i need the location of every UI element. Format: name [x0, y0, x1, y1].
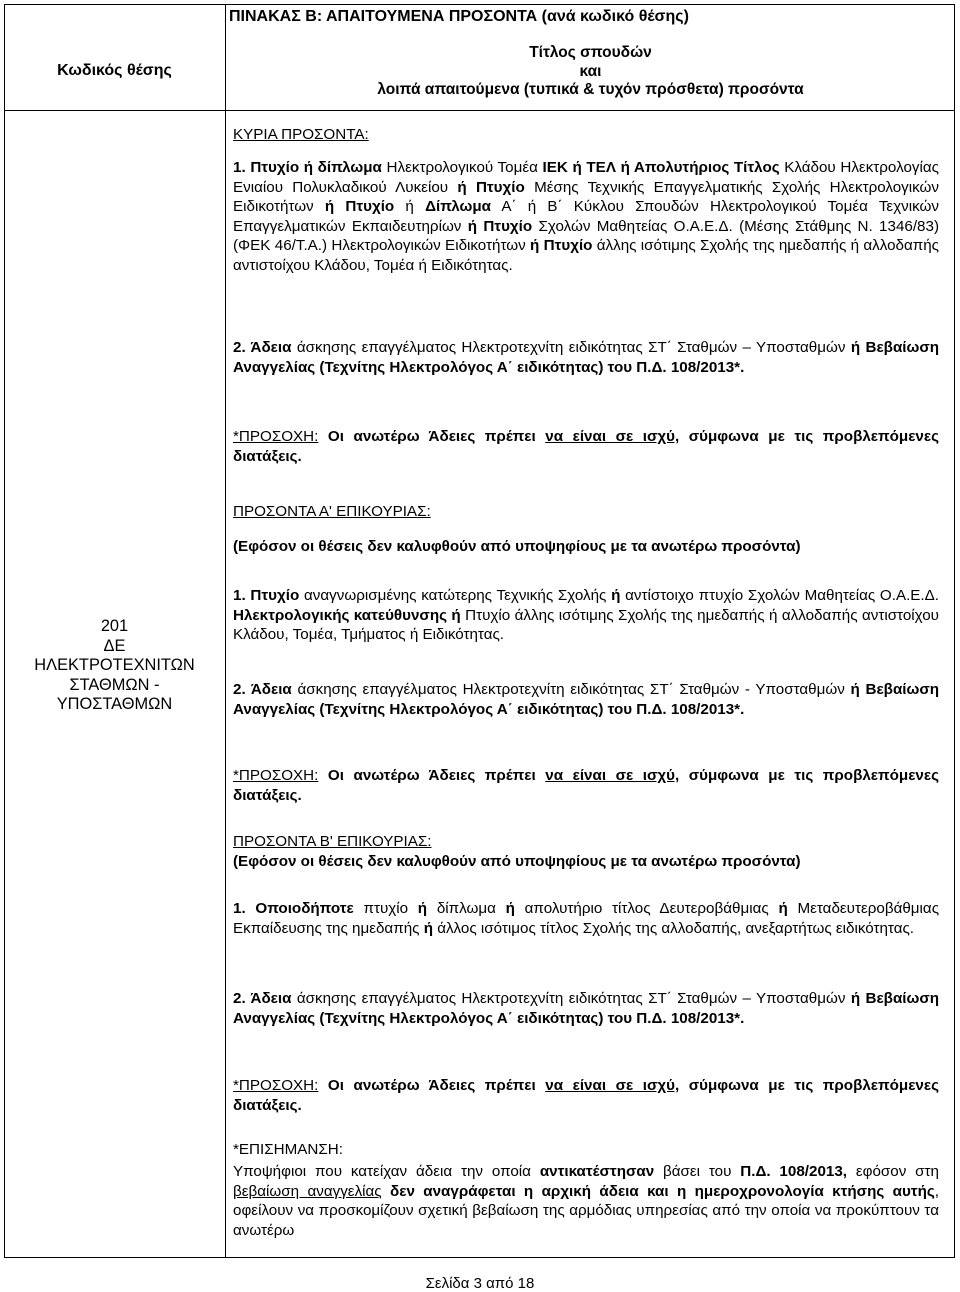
main-heading: ΚΥΡΙΑ ΠΡΟΣΟΝΤΑ:: [233, 126, 369, 143]
position-category: ΔΕ: [103, 636, 126, 655]
page-number: Σελίδα 3 από 18: [425, 1275, 535, 1292]
remark-heading: *ΕΠΙΣΗΜΑΝΣΗ:: [233, 1141, 343, 1158]
header-line-1: Τίτλος σπουδών: [529, 44, 652, 61]
position-code-cell: [4, 617, 225, 715]
sub-a-item-1: 1. Πτυχίο αναγνωρισμένης κατώτερης Τεχνικής Σχολής ή αντίστοιχο πτυχίο Σχολών Μαθητείας Ο.Α.Ε.Δ. Ηλεκτρολογικής κατεύθυνσης ή Πτυχίο άλλης ισότιμης Σχολής της ημεδαπής ή αλλοδαπής αντιστοίχου Κλάδου, Τομέα, Τμήματος ή Ειδικότητας.: [233, 587, 940, 644]
position-title-3: ΥΠΟΣΤΑΘΜΩΝ: [56, 695, 173, 714]
sub-a-note: *ΠΡΟΣΟΧΗ: Οι ανωτέρω Άδειες πρέπει να είναι σε ισχύ, σύμφωνα με τις προβλεπόμενες διατάξεις.: [233, 767, 939, 804]
sub-b-item-2: 2. Άδεια άσκησης επαγγέλματος Ηλεκτροτεχνίτη ειδικότητας ΣΤ΄ Σταθμών – Υποσταθμών ή Βεβαίωση Αναγγελίας (Τεχνίτης Ηλεκτρολόγος Α΄ ειδικότητας) του Π.Δ. 108/2013*.: [233, 990, 939, 1027]
main-item-1: 1. Πτυχίο ή δίπλωμα Ηλεκτρολογικού Τομέα ΙΕΚ ή ΤΕΛ ή Απολυτήριος Τίτλος Κλάδου Ηλεκτρολογίας Ενιαίου Πολυκλαδικού Λυκείου ή Πτυχίο Μέσης Τεχνικής Επαγγελματικής Σχολής Ηλεκτρολογικών Ειδικοτήτων ή Πτυχίο ή Δίπλωμα Α΄ ή Β΄ Κύκλου Σπουδών Ηλεκτρολογικού Τομέα Τεχνικών Επαγγελματικών Εκπαιδευτηρίων ή Πτυχίο Σχολών Μαθητείας Ο.Α.Ε.Δ. (Μέσης Στάθμης Ν. 1346/83) (ΦΕΚ 46/Τ.Α.) Ηλεκτρολογικών Ειδικοτήτων ή Πτυχίο άλλης ισότιμης Σχολής της ημεδαπής ή αλλοδαπής αντιστοίχου Κλάδου, Τομέα ή Ειδικότητας.: [233, 159, 940, 274]
main-note: *ΠΡΟΣΟΧΗ: Οι ανωτέρω Άδειες πρέπει να είναι σε ισχύ, σύμφωνα με τις προβλεπόμενες διατάξεις.: [233, 428, 939, 465]
header-qualifications: [226, 44, 955, 100]
sub-b-heading: ΠΡΟΣΟΝΤΑ Β' ΕΠΙΚΟΥΡΙΑΣ:: [233, 833, 432, 850]
sub-b-note: *ΠΡΟΣΟΧΗ: Οι ανωτέρω Άδειες πρέπει να είναι σε ισχύ, σύμφωνα με τις προβλεπόμενες διατάξεις.: [233, 1077, 939, 1114]
remark-text: Υποψήφιοι που κατείχαν άδεια την οποία αντικατέστησαν βάσει του Π.Δ. 108/2013, εφόσον στη βεβαίωση αναγγελίας δεν αναγράφεται η αρχική άδεια και η ημερoχρονολογία κτήσης αυτής, οφείλουν να προσκομίζουν σχετική βεβαίωση της αρμόδιας υπηρεσίας από την οποία να προκύπτουν τα ανωτέρω: [233, 1163, 939, 1239]
position-code: 201: [100, 617, 129, 635]
header-line-3: λοιπά απαιτούμενα (τυπικά & τυχόν πρόσθετα) προσόντα: [377, 81, 804, 98]
sub-b-item-1: 1. Οποιοδήποτε πτυχίο ή δίπλωμα ή απολυτήριο τίτλος Δευτεροβάθμιας ή Μεταδευτεροβάθμιας Εκπαίδευσης της ημεδαπής ή άλλος ισότιμος τίτλος Σχολής της αλλοδαπής, ανεξαρτήτως ειδικότητας.: [233, 900, 940, 937]
page-title: ΠΙΝΑΚΑΣ Β: ΑΠΑΙΤΟΥΜΕΝΑ ΠΡΟΣΟΝΤΑ (ανά κωδικό θέσης): [229, 8, 689, 25]
sub-a-heading: ΠΡΟΣΟΝΤΑ Α' ΕΠΙΚΟΥΡΙΑΣ:: [233, 503, 431, 520]
main-item-2: 2. Άδεια άσκησης επαγγέλματος Ηλεκτροτεχνίτη ειδικότητας ΣΤ΄ Σταθμών – Υποσταθμών ή Βεβαίωση Αναγγελίας (Τεχνίτης Ηλεκτρολόγος Α΄ ειδικότητας) του Π.Δ. 108/2013*.: [233, 339, 939, 376]
sub-a-condition: (Εφόσον οι θέσεις δεν καλυφθούν από υποψηφίους με τα ανωτέρω προσόντα): [233, 538, 801, 555]
header-line-2: και: [579, 62, 602, 80]
header-position-code: Κωδικός θέσης: [57, 62, 172, 79]
position-title-1: ΗΛΕΚΤΡΟΤΕΧΝΙΤΩΝ: [34, 656, 195, 675]
sub-a-item-2: 2. Άδεια άσκησης επαγγέλματος Ηλεκτροτεχνίτη ειδικότητας ΣΤ΄ Σταθμών - Υποσταθμών ή Βεβαίωση Αναγγελίας (Τεχνίτης Ηλεκτρολόγος Α΄ ειδικότητας) του Π.Δ. 108/2013*.: [233, 681, 940, 718]
position-title-2: ΣΤΑΘΜΩΝ -: [69, 675, 160, 694]
sub-b-condition: (Εφόσον οι θέσεις δεν καλυφθούν από υποψηφίους με τα ανωτέρω προσόντα): [233, 853, 801, 870]
